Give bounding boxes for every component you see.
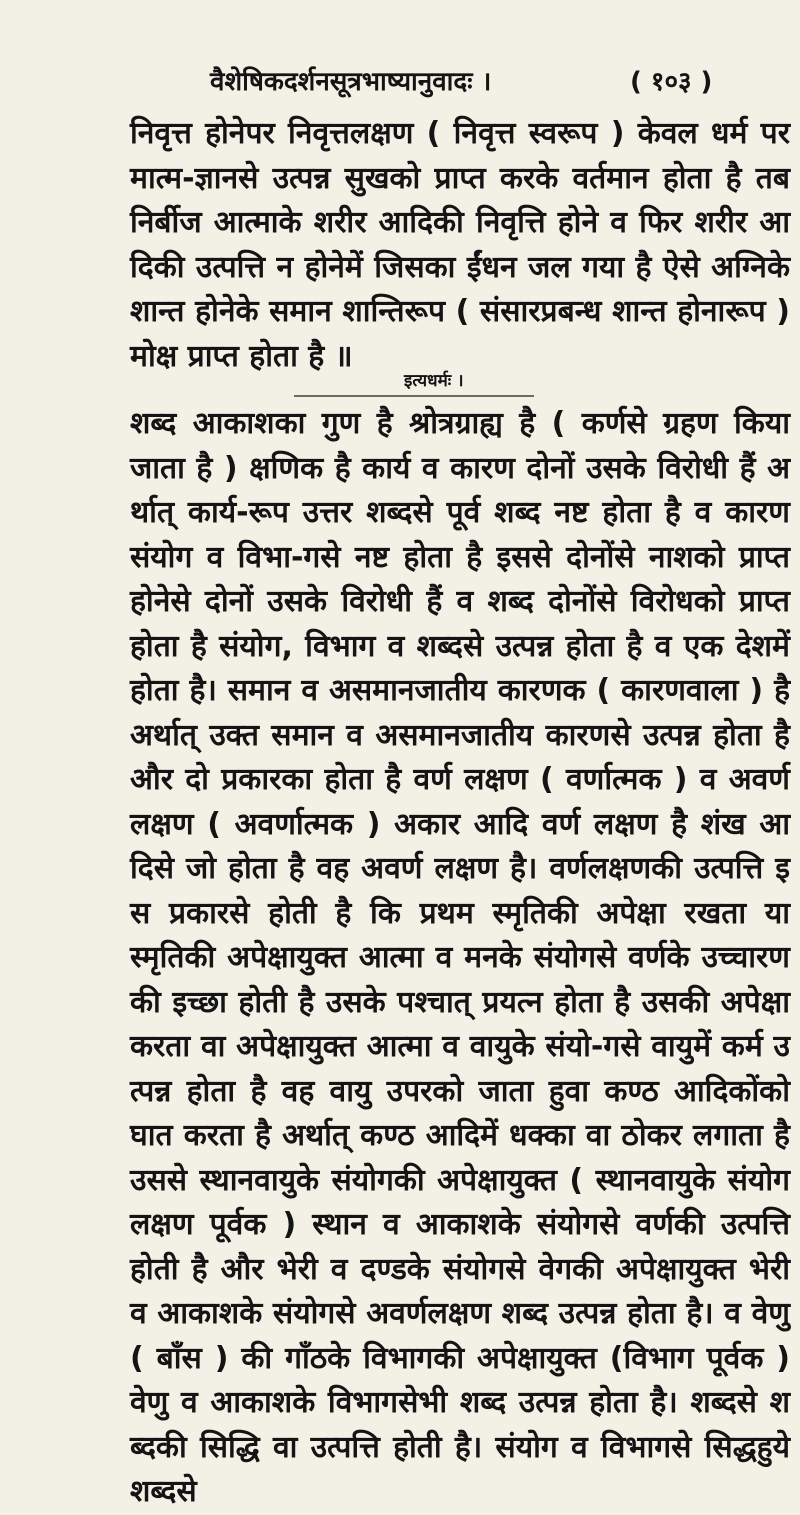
page-number: ( १०३ ) <box>630 67 713 97</box>
section-heading: इत्यधर्मः । <box>404 371 464 391</box>
page-header <box>210 58 713 102</box>
paragraph-shabda: शब्द आकाशका गुण है श्रोत्रग्राह्य है ( कर्णसे ग्रहण किया जाता है ) क्षणिक है कार्य व कारण दोनों उसके विरोधी हैं अर्थात् कार्य-रूप उत्तर शब्दसे पूर्व शब्द नष्ट होता है व कारणसंयोग व विभा-गसे नष्ट होता है इससे दोनोंसे नाशको प्राप्त होनेसे दोनों उसके विरोधी हैं व शब्द दोनोंसे विरोधको प्राप्त होता है संयोग, विभाग व शब्दसे उत्पन्न होता है व एक देशमें होता है। समान व असमानजातीय कारणक ( कारणवाला ) है अर्थात् उक्त समान व असमानजातीय कारणसे उत्पन्न होता है और दो प्रकारका होता है वर्ण लक्षण ( वर्णात्मक ) व अवर्णलक्षण ( अवर्णात्मक ) अकार आदि वर्ण लक्षण है शंख आदिसे जो होता है वह अवर्ण लक्षण है। वर्णलक्षणकी उत्पत्ति इस प्रकारसे होती है कि प्रथम स्मृतिकी अपेक्षा रखता या स्मृतिकी अपेक्षायुक्त आत्मा व मनके संयोगसे वर्णके उच्चारणकी इच्छा होती है उसके पश्चात् प्रयत्न होता है उसकी अपेक्षा करता वा अपेक्षायुक्त आत्मा व वायुके संयो-गसे वायुमें कर्म उत्पन्न होता है वह वायु उपरको जाता हुवा कण्ठ आदिकोंको घात करता है अर्थात् कण्ठ आदिमें धक्का वा ठोकर लगाता है उससे स्थानवायुके संयोगकी अपेक्षायुक्त ( स्थानवायुके संयोगलक्षण पूर्वक ) स्थान व आकाशके संयोगसे वर्णकी उत्पत्ति होती है और भेरी व दण्डके संयोगसे वेगकी अपेक्षायुक्त भेरी व आकाशके संयोगसे अवर्णलक्षण शब्द उत्पन्न होता है। व वेणु ( बाँस ) की गाँठके विभागकी अपेक्षायुक्त (विभाग पूर्वक ) वेणु व आकाशके विभागसेभी शब्द उत्पन्न होता है। शब्दसे शब्दकी सिद्धि वा उत्पत्ति होती है। संयोग व विभागसे सिद्धहुये शब्दसे <box>130 406 790 1509</box>
heading-underline <box>294 395 534 397</box>
paragraph-moksha: निवृत्त होनेपर निवृत्तलक्षण ( निवृत्त स्वरूप ) केवल धर्म परमात्म-ज्ञानसे उत्पन्न सुखको प्राप्त करके वर्तमान होता है तब निर्बीज आत्माके शरीर आदिकी निवृत्ति होने व फिर शरीर आदिकी उत्पत्ति न होनेमें जिसका ईंधन जल गया है ऐसे अग्निके शान्त होनेके समान शान्तिरूप ( संसारप्रबन्ध शान्त होनारूप ) मोक्ष प्राप्त होता है ॥ <box>130 116 790 374</box>
running-title: वैशेषिकदर्शनसूत्रभाष्यानुवादः । <box>210 67 492 97</box>
